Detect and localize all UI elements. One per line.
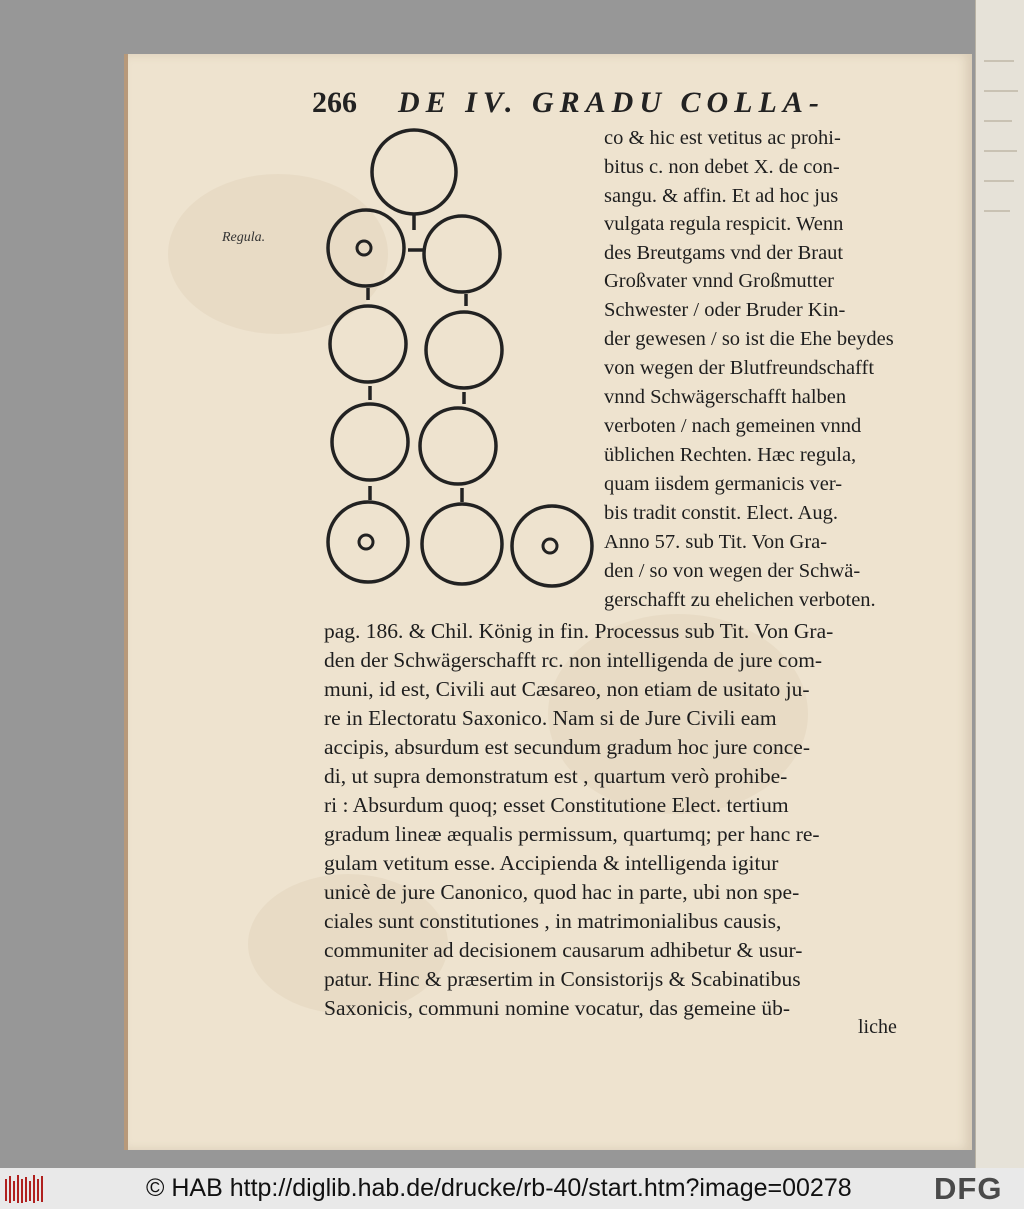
text-line: quam iisdem germanicis ver-: [604, 473, 843, 495]
text-line: Großvater vnnd Großmutter: [604, 270, 834, 292]
viewer-footer: [0, 1168, 1024, 1209]
text-line: den / so von wegen der Schwä-: [604, 560, 861, 582]
text-line: bitus c. non debet X. de con-: [604, 156, 840, 178]
diagram-circle-left-2: [330, 306, 406, 382]
text-line: verboten / nach gemeinen vnnd: [604, 415, 862, 437]
text-line: communiter ad decisionem causarum adhibetur & usur-: [324, 938, 803, 962]
diagram-circle-right-4: [422, 504, 502, 584]
text-line: ciales sunt constitutiones , in matrimonialibus causis,: [324, 909, 782, 933]
diagram-circle-left-4: [328, 502, 408, 582]
catchword: liche: [858, 1016, 897, 1038]
text-line: ri : Absurdum quoq; esset Constitutione Elect. tertium: [324, 793, 789, 817]
diagram-circle-top: [372, 130, 456, 214]
diagram-circle-left-3: [332, 404, 408, 480]
text-line: gerschafft zu ehelichen verboten.: [604, 589, 876, 611]
text-line: co & hic est vetitus ac prohi-: [604, 127, 841, 149]
text-line: der gewesen / so ist die Ehe beydes: [604, 328, 894, 350]
text-line: re in Electoratu Saxonico. Nam si de Jure Civili eam: [324, 706, 777, 730]
diagram-circle-right-1: [424, 216, 500, 292]
text-line: den der Schwägerschafft rc. non intelligenda de jure com-: [324, 648, 823, 672]
page-number: 266: [312, 86, 357, 119]
marginal-note: Regula.: [222, 230, 266, 245]
diagram-circle-right-2: [426, 312, 502, 388]
text-line: Saxonicis, communi nomine vocatur, das gemeine üb-: [324, 996, 791, 1020]
dfg-logo: DFG: [934, 1171, 1003, 1206]
text-line: Schwester / oder Bruder Kin-: [604, 299, 846, 321]
hab-barcode-logo-icon[interactable]: [4, 1173, 46, 1205]
diagram-dot-3: [543, 539, 557, 553]
text-line: pag. 186. & Chil. König in fin. Processus sub Tit. Von Gra-: [324, 619, 834, 643]
diagram-circle-extra: [512, 506, 592, 586]
text-line: muni, id est, Civili aut Cæsareo, non etiam de usitato ju-: [324, 677, 810, 701]
text-line: des Breutgams vnd der Braut: [604, 242, 844, 264]
text-line: üblichen Rechten. Hæc regula,: [604, 444, 857, 466]
footer-credit-link[interactable]: © HAB http://diglib.hab.de/drucke/rb-40/start.htm?image=00278: [146, 1174, 852, 1202]
diagram-dot-1: [357, 241, 371, 255]
adjacent-page-edge: [975, 0, 1024, 1168]
text-line: sangu. & affin. Et ad hoc jus: [604, 185, 839, 207]
diagram-dot-2: [359, 535, 373, 549]
text-line: accipis, absurdum est secundum gradum hoc jure conce-: [324, 735, 810, 759]
text-line: patur. Hinc & præsertim in Consistorijs & Scabinatibus: [324, 967, 801, 991]
text-line: Anno 57. sub Tit. Von Gra-: [604, 531, 828, 553]
text-line: vulgata regula respicit. Wenn: [604, 213, 844, 235]
text-line: gradum lineæ æqualis permissum, quartumq; per hanc re-: [324, 822, 820, 846]
text-line: di, ut supra demonstratum est , quartum verò prohibe-: [324, 764, 788, 788]
consanguinity-diagram: [318, 124, 608, 604]
text-line: gulam vetitum esse. Accipienda & intelligenda igitur: [324, 851, 779, 875]
text-line: von wegen der Blutfreundschafft: [604, 357, 875, 379]
diagram-circle-right-3: [420, 408, 496, 484]
text-line: bis tradit constit. Elect. Aug.: [604, 502, 839, 524]
text-line: vnnd Schwägerschafft halben: [604, 386, 847, 408]
diagram-circle-left-1: [328, 210, 404, 286]
text-line: unicè de jure Canonico, quod hac in parte, ubi non spe-: [324, 880, 800, 904]
running-head: DE IV. GRADU COLLA-: [398, 86, 825, 119]
